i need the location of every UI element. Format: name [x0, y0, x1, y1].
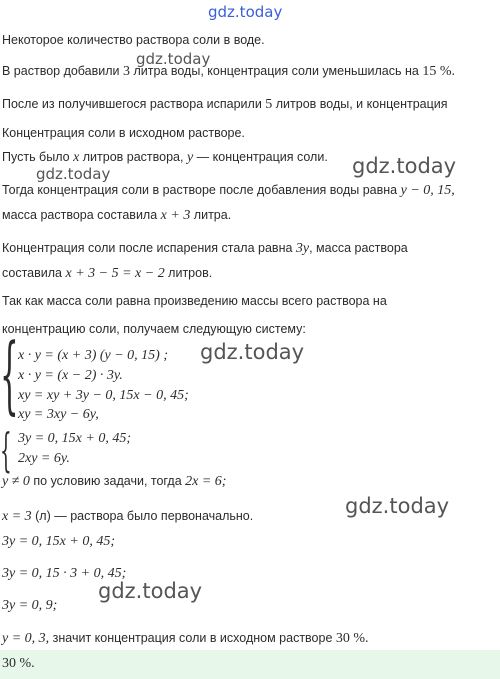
x-result-line — [2, 509, 253, 525]
system-equation: 3y = 0, 15x + 0, 45; — [18, 431, 131, 446]
watermark: gdz.today — [136, 50, 211, 68]
math-var: x — [73, 150, 80, 165]
condition-text: После из получившегося раствора испарили — [2, 97, 266, 111]
solution-text: (л) — раствора было первоначально. — [31, 509, 254, 523]
solution-mass2-line — [2, 266, 212, 282]
equation-1: 3y = 0, 15x + 0, 45; — [2, 534, 115, 549]
solution-mass1-line — [2, 208, 231, 224]
math-expr: 3y — [295, 241, 310, 256]
math-value: 15 %. — [422, 64, 455, 79]
system-intro-line-2: концентрацию соли, получаем следующую систему: — [2, 322, 306, 336]
system-equation: 2xy = 6y. — [18, 451, 70, 466]
solution-let-line — [2, 150, 328, 166]
math-expr: y ≠ 0 — [2, 474, 30, 489]
watermark: gdz.today — [345, 494, 450, 518]
answer-box — [0, 650, 500, 679]
math-value: 5 — [265, 97, 273, 112]
math-expr: x + 3 − 5 = x − 2 — [65, 266, 165, 281]
solution-text: Пусть было — [2, 150, 74, 164]
math-expr: y = 0, 3, — [2, 631, 50, 646]
equation-2: 3y = 0, 15 · 3 + 0, 45; — [2, 566, 127, 581]
solution-text: Концентрация соли после испарения стала равна — [2, 241, 296, 255]
answer-value: 30 %. — [2, 656, 35, 671]
watermark: gdz.today — [36, 165, 111, 183]
system-intro-line-1: Так как масса соли равна произведению массы всего раствора на — [2, 294, 387, 308]
condition-line-4: Концентрация соли в исходном растворе. — [2, 126, 245, 140]
system-equation: xy = xy + 3y − 0, 15x − 0, 45; — [18, 388, 189, 403]
solution-text: , масса раствора — [309, 241, 408, 255]
solution-evap-line — [2, 241, 408, 257]
solution-text: значит концентрация соли в исходном растворе — [49, 631, 336, 645]
solution-text: по условию задачи, тогда — [29, 474, 186, 488]
solution-text: Тогда концентрация соли в растворе после добавления воды равна — [2, 183, 401, 197]
solution-text: литра. — [190, 208, 232, 222]
solution-text: литров. — [164, 266, 213, 280]
condition-line-1: Некоторое количество раствора соли в воде. — [2, 33, 265, 47]
solution-text: масса раствора составила — [2, 208, 161, 222]
math-value: 30 %. — [335, 631, 369, 646]
final-line — [2, 631, 369, 647]
condition-line-2 — [2, 64, 455, 80]
watermark-top: gdz.today — [208, 3, 283, 21]
condition-y-line — [2, 474, 226, 490]
system-brace: { — [0, 325, 19, 423]
math-expr: 2x = 6; — [185, 474, 227, 489]
watermark: gdz.today — [98, 579, 203, 603]
math-expr: x + 3 — [160, 208, 191, 223]
solution-text: — концентрация соли. — [193, 150, 328, 164]
system-brace: { — [0, 423, 12, 477]
system-equation: x · y = (x + 3) (y − 0, 15) ; — [18, 348, 169, 363]
watermark: gdz.today — [352, 154, 457, 178]
condition-text: литров воды, и концентрация — [272, 97, 448, 111]
math-var: y — [186, 150, 194, 165]
equation-3: 3y = 0, 9; — [2, 598, 58, 613]
system-equation: xy = 3xy − 6y, — [18, 407, 99, 422]
solution-after-add-line — [2, 183, 455, 199]
condition-text: литра воды, концентрация соли уменьшилась на — [130, 64, 423, 78]
math-expr: y − 0, 15, — [400, 183, 455, 198]
solution-text: литров раствора, — [79, 150, 187, 164]
math-value: 3 — [123, 64, 131, 79]
math-expr: x = 3 — [2, 509, 32, 524]
system-equation: x · y = (x − 2) · 3y. — [18, 368, 123, 383]
condition-text: В раствор добавили — [2, 64, 124, 78]
solution-text: составила — [2, 266, 66, 280]
condition-line-3 — [2, 97, 448, 113]
watermark: gdz.today — [200, 340, 305, 364]
